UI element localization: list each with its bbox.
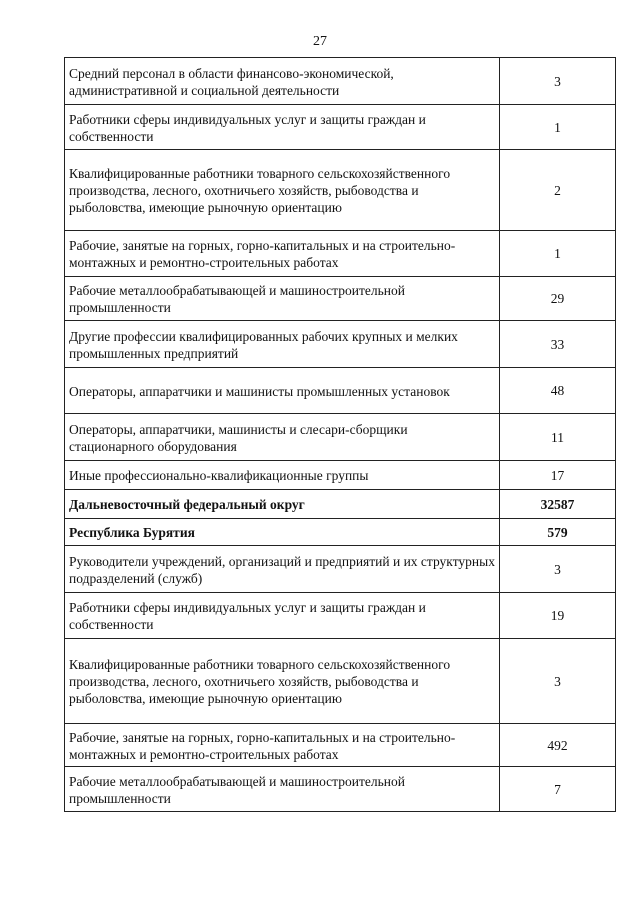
row-label: Операторы, аппаратчики, машинисты и слесари-сборщики стационарного оборудования xyxy=(65,414,500,461)
professions-table xyxy=(64,57,616,812)
row-value: 32587 xyxy=(500,490,616,519)
table-row-region-total xyxy=(65,519,616,546)
row-label: Иные профессионально-квалификационные группы xyxy=(65,461,500,490)
table-row xyxy=(65,231,616,277)
row-label: Рабочие металлообрабатывающей и машиностроительной промышленности xyxy=(65,767,500,812)
table-row xyxy=(65,368,616,414)
row-value: 3 xyxy=(500,58,616,105)
row-label: Квалифицированные работники товарного сельскохозяйственного производства, лесного, охотничьего хозяйств, рыбоводства и рыболовства, имеющие рыночную ориентацию xyxy=(65,150,500,231)
page-number: 27 xyxy=(313,34,327,49)
row-value: 1 xyxy=(500,231,616,277)
table-row xyxy=(65,321,616,368)
row-value: 19 xyxy=(500,593,616,639)
table-row xyxy=(65,461,616,490)
row-value: 17 xyxy=(500,461,616,490)
row-label: Рабочие, занятые на горных, горно-капитальных и на строительно-монтажных и ремонтно-строительных работах xyxy=(65,724,500,767)
table-row xyxy=(65,767,616,812)
row-value: 11 xyxy=(500,414,616,461)
row-label: Другие профессии квалифицированных рабочих крупных и мелких промышленных предприятий xyxy=(65,321,500,368)
row-label: Средний персонал в области финансово-экономической, административной и социальной деятельности xyxy=(65,58,500,105)
row-label: Работники сферы индивидуальных услуг и защиты граждан и собственности xyxy=(65,105,500,150)
table-row xyxy=(65,277,616,321)
row-value: 3 xyxy=(500,639,616,724)
row-value: 579 xyxy=(500,519,616,546)
table-row xyxy=(65,546,616,593)
row-label: Операторы, аппаратчики и машинисты промышленных установок xyxy=(65,368,500,414)
row-value: 3 xyxy=(500,546,616,593)
table-row xyxy=(65,58,616,105)
table-row xyxy=(65,639,616,724)
row-label: Руководители учреждений, организаций и предприятий и их структурных подразделений (служб) xyxy=(65,546,500,593)
table-row xyxy=(65,593,616,639)
table-row-district-total xyxy=(65,490,616,519)
row-label: Республика Бурятия xyxy=(65,519,500,546)
table-row xyxy=(65,150,616,231)
table-row xyxy=(65,105,616,150)
row-value: 2 xyxy=(500,150,616,231)
row-value: 7 xyxy=(500,767,616,812)
row-value: 1 xyxy=(500,105,616,150)
row-label: Работники сферы индивидуальных услуг и защиты граждан и собственности xyxy=(65,593,500,639)
row-value: 48 xyxy=(500,368,616,414)
row-value: 492 xyxy=(500,724,616,767)
row-label: Рабочие, занятые на горных, горно-капитальных и на строительно-монтажных и ремонтно-строительных работах xyxy=(65,231,500,277)
row-value: 29 xyxy=(500,277,616,321)
table-row xyxy=(65,724,616,767)
table-row xyxy=(65,414,616,461)
row-label: Квалифицированные работники товарного сельскохозяйственного производства, лесного, охотничьего хозяйств, рыбоводства и рыболовства, имеющие рыночную ориентацию xyxy=(65,639,500,724)
row-label: Рабочие металлообрабатывающей и машиностроительной промышленности xyxy=(65,277,500,321)
row-value: 33 xyxy=(500,321,616,368)
row-label: Дальневосточный федеральный округ xyxy=(65,490,500,519)
